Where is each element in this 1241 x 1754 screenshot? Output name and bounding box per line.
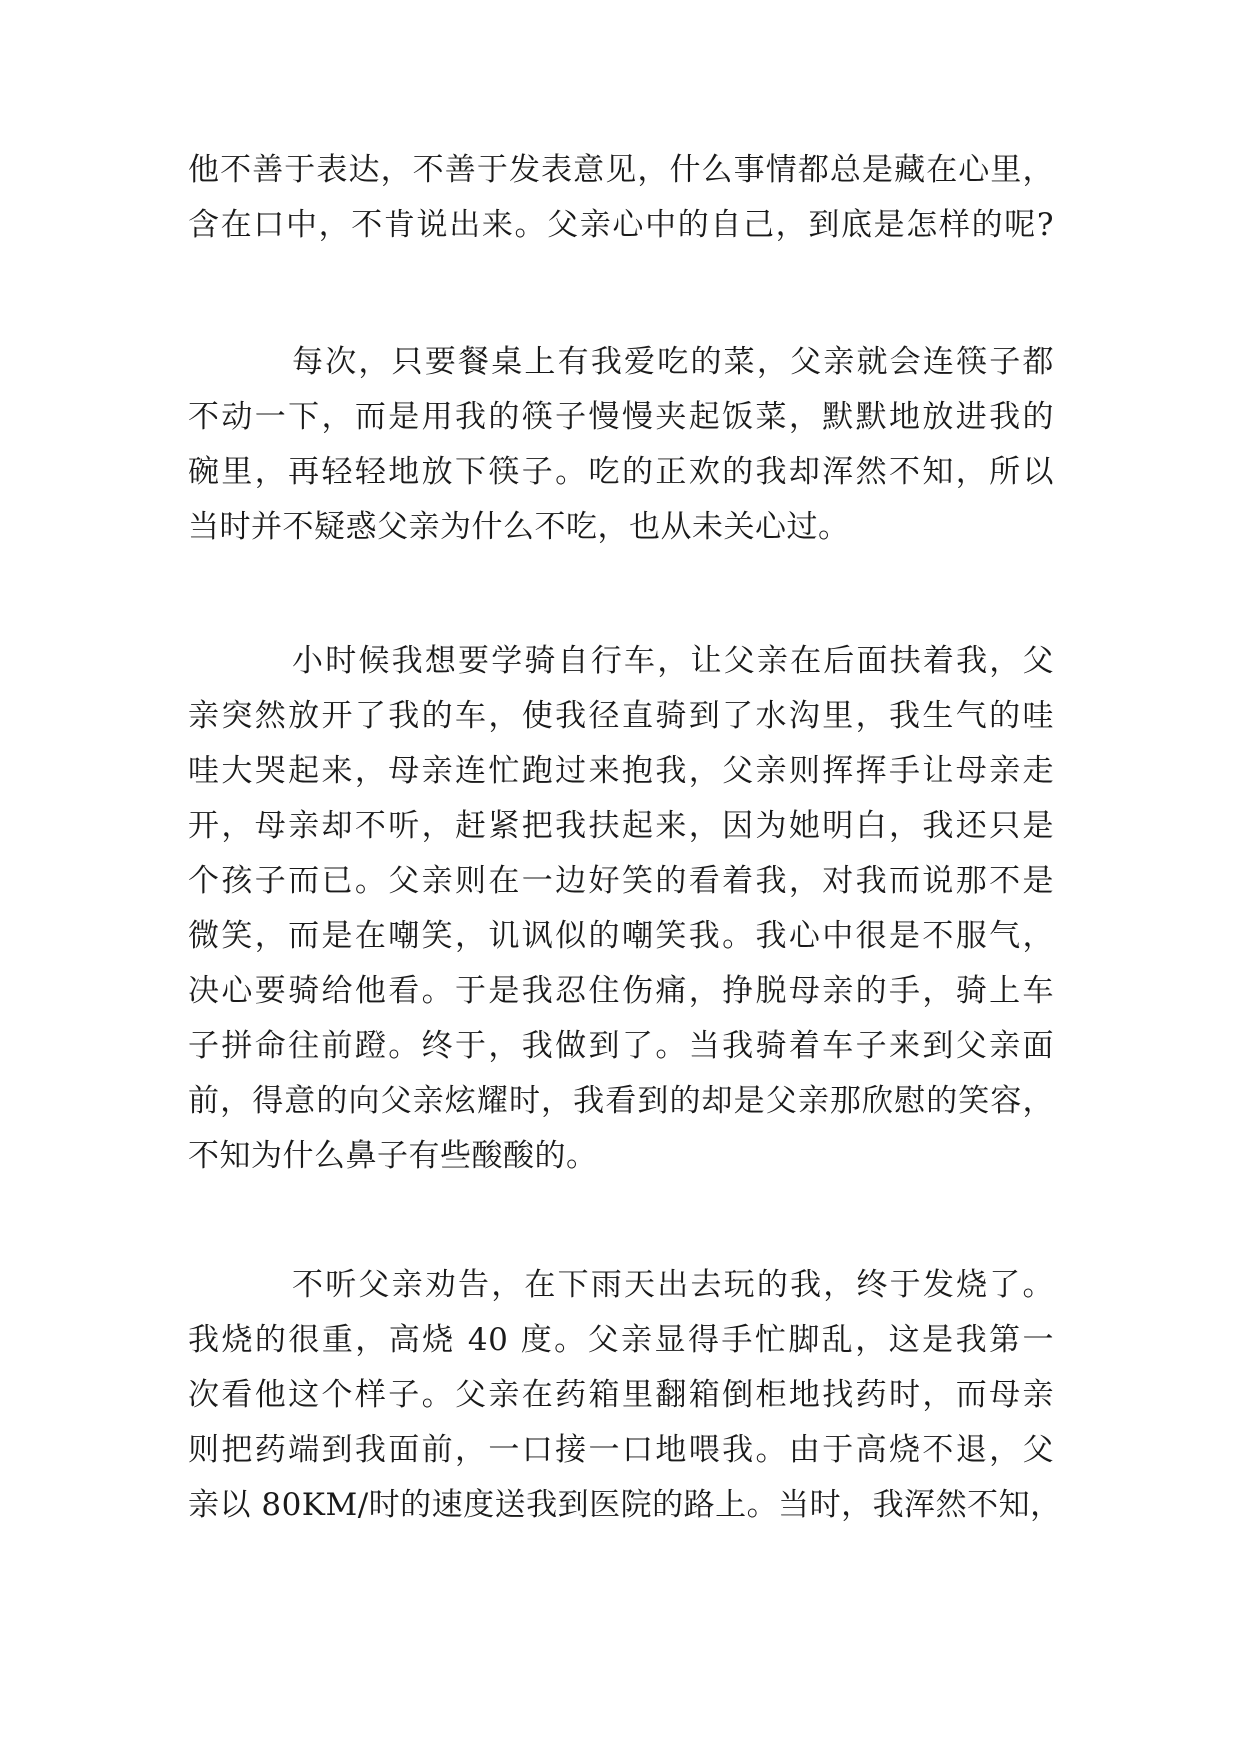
paragraph-line: 亲突然放开了我的车，使我径直骑到了水沟里，我生气的哇	[188, 698, 1054, 734]
paragraph-line: 不听父亲劝告，在下雨天出去玩的我，终于发烧了。	[292, 1267, 1054, 1303]
paragraph-line: 则把药端到我面前，一口接一口地喂我。由于高烧不退，父	[188, 1432, 1054, 1468]
paragraph-line: 次看他这个样子。父亲在药箱里翻箱倒柜地找药时，而母亲	[188, 1377, 1054, 1413]
paragraph-line: 不动一下，而是用我的筷子慢慢夹起饭菜，默默地放进我的	[188, 399, 1054, 435]
paragraph-line: 我烧的很重，高烧 40 度。父亲显得手忙脚乱，这是我第一	[188, 1322, 1054, 1358]
paragraph-line: 小时候我想要学骑自行车，让父亲在后面扶着我，父	[292, 643, 1054, 679]
paragraph-line: 开，母亲却不听，赶紧把我扶起来，因为她明白，我还只是	[188, 808, 1054, 844]
paragraph-line: 每次，只要餐桌上有我爱吃的菜，父亲就会连筷子都	[292, 344, 1054, 380]
paragraph-line: 决心要骑给他看。于是我忍住伤痛，挣脱母亲的手，骑上车	[188, 973, 1054, 1009]
paragraph-line: 子拼命往前蹬。终于，我做到了。当我骑着车子来到父亲面	[188, 1028, 1054, 1064]
paragraph-line: 不知为什么鼻子有些酸酸的。	[188, 1138, 598, 1174]
paragraph-line: 哇大哭起来，母亲连忙跑过来抱我，父亲则挥挥手让母亲走	[188, 753, 1054, 789]
paragraph-line: 个孩子而已。父亲则在一边好笑的看着我，对我而说那不是	[188, 863, 1054, 899]
paragraph-line: 亲以 80KM/时的速度送我到医院的路上。当时，我浑然不知，	[188, 1487, 1062, 1523]
paragraph-line: 当时并不疑惑父亲为什么不吃，也从未关心过。	[188, 509, 850, 545]
paragraph-line: 微笑，而是在嘲笑，讥讽似的嘲笑我。我心中很是不服气，	[188, 918, 1054, 954]
paragraph-line: 碗里，再轻轻地放下筷子。吃的正欢的我却浑然不知，所以	[188, 454, 1054, 490]
paragraph-line: 他不善于表达，不善于发表意见，什么事情都总是藏在心里，	[188, 152, 1054, 188]
paragraph-line: 前，得意的向父亲炫耀时，我看到的却是父亲那欣慰的笑容，	[188, 1083, 1054, 1119]
paragraph-line: 含在口中，不肯说出来。父亲心中的自己，到底是怎样的呢?	[188, 207, 1054, 243]
